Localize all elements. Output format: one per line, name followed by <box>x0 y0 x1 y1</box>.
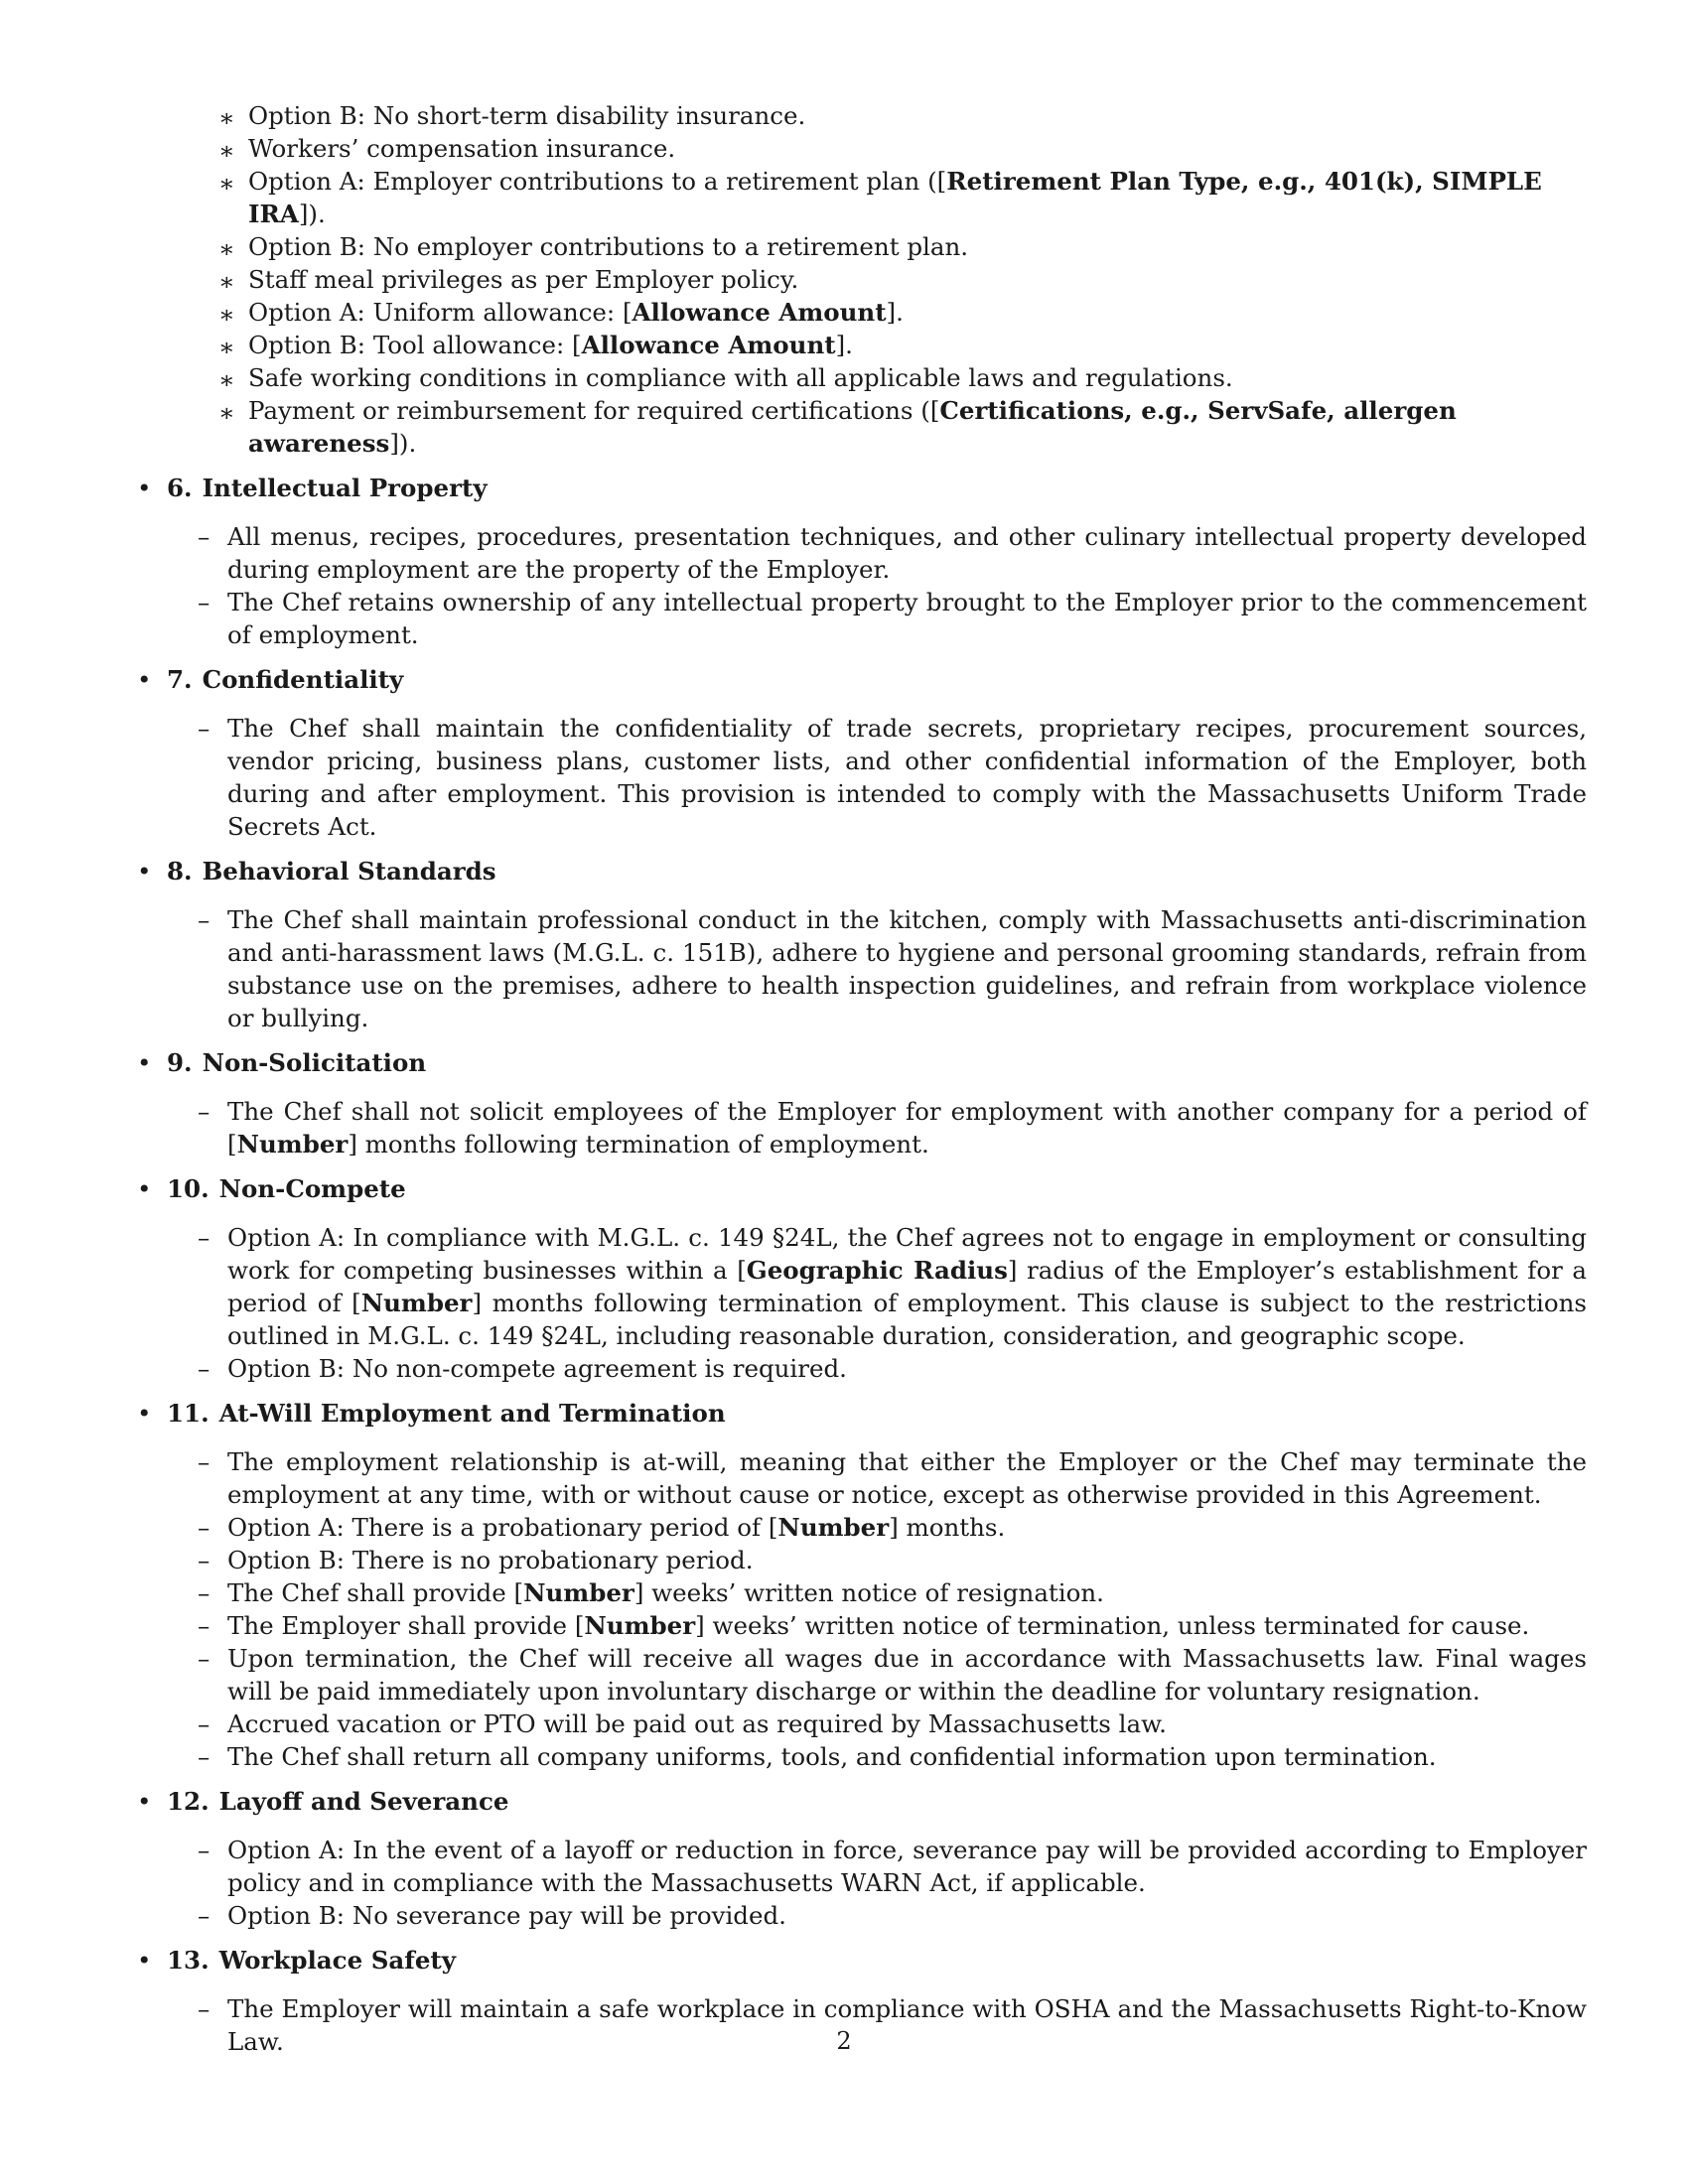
section-number: 12. <box>167 1787 210 1816</box>
section-items <box>167 1834 1587 1932</box>
clause-text: ] radius of the Employer’s establishment for a period of [ <box>227 1256 1587 1317</box>
document-page <box>0 99 1688 2064</box>
clause-item <box>227 1095 1587 1160</box>
section <box>167 1172 1587 1385</box>
section-items <box>167 712 1587 843</box>
section-title: Intellectual Property <box>202 474 488 502</box>
benefit-item <box>248 361 1588 394</box>
section <box>167 472 1587 651</box>
clause-item <box>227 1609 1587 1642</box>
clause-text: Option B: No severance pay will be provided. <box>227 1901 786 1930</box>
clause-text: The Chef shall not solicit employees of the Employer for employment with another company for a period of [ <box>227 1097 1587 1159</box>
benefit-text: Option A: Uniform allowance: [ <box>248 298 633 327</box>
clause-text: The Chef shall provide [ <box>227 1578 524 1607</box>
benefit-text: Option B: Tool allowance: [ <box>248 331 582 359</box>
section-number: 8. <box>167 857 193 886</box>
clause-text: Option B: There is no probationary period. <box>227 1546 754 1574</box>
section-number: 11. <box>167 1399 210 1428</box>
clause-text: Upon termination, the Chef will receive all wages due in accordance with Massachusetts law. Final wages will be paid immediately upon involuntary discharge or within the deadline for voluntary resignation. <box>227 1644 1587 1706</box>
section-number: 13. <box>167 1946 210 1975</box>
clause-text: ] months. <box>889 1513 1006 1542</box>
clause-item <box>227 1740 1587 1773</box>
benefit-text: Option A: Employer contributions to a retirement plan ([ <box>248 167 947 196</box>
benefit-text-after: ]. <box>886 298 904 327</box>
clause-text: The Employer will maintain a safe workplace in compliance with OSHA and the Massachusetts Right-to-Know Law. <box>227 1994 1587 2056</box>
benefit-text: Option B: No employer contributions to a retirement plan. <box>248 232 969 261</box>
placeholder-field: Retirement Plan Type, e.g., 401(k), SIMPLE IRA <box>248 167 1542 228</box>
benefit-text: Staff meal privileges as per Employer policy. <box>248 265 799 294</box>
section-title: Workplace Safety <box>218 1946 456 1975</box>
section-number: 10. <box>167 1174 210 1203</box>
section-title: At-Will Employment and Termination <box>218 1399 726 1428</box>
placeholder-field: Number <box>777 1513 890 1542</box>
benefit-text: Option B: No short-term disability insurance. <box>248 101 806 130</box>
section-items <box>167 1445 1587 1773</box>
clause-text: ] weeks’ written notice of termination, unless terminated for cause. <box>695 1611 1530 1640</box>
benefit-item <box>248 132 1588 165</box>
section-number: 7. <box>167 665 193 694</box>
section-heading <box>167 1785 1587 1818</box>
clause-item <box>227 520 1587 586</box>
clause-text: ] months following termination of employment. This clause is subject to the restrictions outlined in M.G.L. c. 149 §24L, including reasonable duration, consideration, and geographic scope. <box>227 1289 1587 1350</box>
benefit-item <box>248 99 1588 132</box>
section-title: Behavioral Standards <box>202 857 496 886</box>
section-title: Confidentiality <box>202 665 404 694</box>
section <box>167 855 1587 1034</box>
section-number: 6. <box>167 474 193 502</box>
benefit-text-after: ]). <box>389 429 417 458</box>
page-number: 2 <box>836 2027 852 2055</box>
clause-item <box>227 712 1587 843</box>
benefit-item <box>248 263 1588 296</box>
section-title: Layoff and Severance <box>218 1787 509 1816</box>
benefit-text: Workers’ compensation insurance. <box>248 134 676 163</box>
placeholder-field: Number <box>584 1611 696 1640</box>
clause-item <box>227 1642 1587 1707</box>
clause-item <box>227 586 1587 651</box>
section-heading <box>167 1046 1587 1079</box>
benefit-item <box>248 230 1588 263</box>
section <box>167 1785 1587 1932</box>
section-items <box>167 1095 1587 1160</box>
clause-item <box>227 1576 1587 1609</box>
placeholder-field: Number <box>236 1130 349 1159</box>
placeholder-field: Geographic Radius <box>746 1256 1008 1285</box>
section-title: Non-Compete <box>218 1174 406 1203</box>
section-heading <box>167 1172 1587 1205</box>
benefits-continued-list <box>0 99 1588 460</box>
clause-text: Option B: No non-compete agreement is required. <box>227 1354 847 1383</box>
placeholder-field: Number <box>523 1578 634 1607</box>
benefit-text-after: ]). <box>298 200 326 228</box>
section <box>167 663 1587 843</box>
clause-text: ] months following termination of employment. <box>348 1130 929 1159</box>
placeholder-field: Allowance Amount <box>632 298 887 327</box>
section-heading <box>167 1397 1587 1430</box>
clause-text: The Chef shall maintain professional conduct in the kitchen, comply with Massachusetts anti-discrimination and anti-harassment laws (M.G.L. c. 151B), adhere to hygiene and personal grooming standards, refrain from substance use on the premises, adhere to health inspection guidelines, and refrain from workplace violence or bullying. <box>227 905 1587 1032</box>
benefit-text-after: ]. <box>835 331 853 359</box>
placeholder-field: Certifications, e.g., ServSafe, allergen awareness <box>248 396 1457 458</box>
section-heading <box>167 663 1587 696</box>
sections-container <box>0 472 1688 2058</box>
section <box>167 1397 1587 1773</box>
clause-text: ] weeks’ written notice of resignation. <box>633 1578 1104 1607</box>
benefit-text: Safe working conditions in compliance with all applicable laws and regulations. <box>248 363 1233 392</box>
section-items <box>167 1221 1587 1385</box>
section <box>167 1046 1587 1160</box>
clause-item <box>227 1511 1587 1544</box>
clause-text: The Employer shall provide [ <box>227 1611 585 1640</box>
benefit-item <box>248 296 1588 329</box>
clause-item <box>227 903 1587 1034</box>
clause-item <box>227 1544 1587 1576</box>
benefit-text: Payment or reimbursement for required certifications ([ <box>248 396 940 425</box>
clause-item <box>227 1221 1587 1352</box>
clause-text: All menus, recipes, procedures, presentation techniques, and other culinary intellectual property developed during employment are the property of the Employer. <box>227 522 1587 584</box>
clause-item <box>227 1445 1587 1511</box>
clause-item <box>227 1352 1587 1385</box>
clause-text: Option A: In the event of a layoff or reduction in force, severance pay will be provided according to Employer policy and in compliance with the Massachusetts WARN Act, if applicable. <box>227 1836 1587 1897</box>
section-heading <box>167 1944 1587 1977</box>
clause-item <box>227 1834 1587 1899</box>
clause-text: Option A: In compliance with M.G.L. c. 149 §24L, the Chef agrees not to engage in employment or consulting work for competing businesses within a [ <box>227 1223 1587 1285</box>
clause-text: The employment relationship is at-will, meaning that either the Employer or the Chef may terminate the employment at any time, with or without cause or notice, except as otherwise provided in this Agreement. <box>227 1447 1587 1509</box>
clause-text: The Chef shall maintain the confidentiality of trade secrets, proprietary recipes, procurement sources, vendor pricing, business plans, customer lists, and other confidential information of the Employer, both during and after employment. This provision is intended to comply with the Massachusetts Uniform Trade Secrets Act. <box>227 714 1587 841</box>
clause-text: Accrued vacation or PTO will be paid out as required by Massachusetts law. <box>227 1709 1167 1738</box>
section-heading <box>167 855 1587 887</box>
benefit-item <box>248 394 1588 460</box>
section-number: 9. <box>167 1048 193 1077</box>
section-items <box>167 903 1587 1034</box>
section-title: Non-Solicitation <box>202 1048 427 1077</box>
section-items <box>167 520 1587 651</box>
clause-item <box>227 1899 1587 1932</box>
clause-item <box>227 1707 1587 1740</box>
benefit-item <box>248 329 1588 361</box>
placeholder-field: Allowance Amount <box>581 331 836 359</box>
section-heading <box>167 472 1587 504</box>
clause-text: The Chef retains ownership of any intellectual property brought to the Employer prior to the commencement of employment. <box>227 588 1587 649</box>
clause-text: Option A: There is a probationary period of [ <box>227 1513 778 1542</box>
clause-text: The Chef shall return all company uniforms, tools, and confidential information upon termination. <box>227 1742 1437 1771</box>
benefit-item <box>248 165 1588 230</box>
placeholder-field: Number <box>360 1289 473 1317</box>
